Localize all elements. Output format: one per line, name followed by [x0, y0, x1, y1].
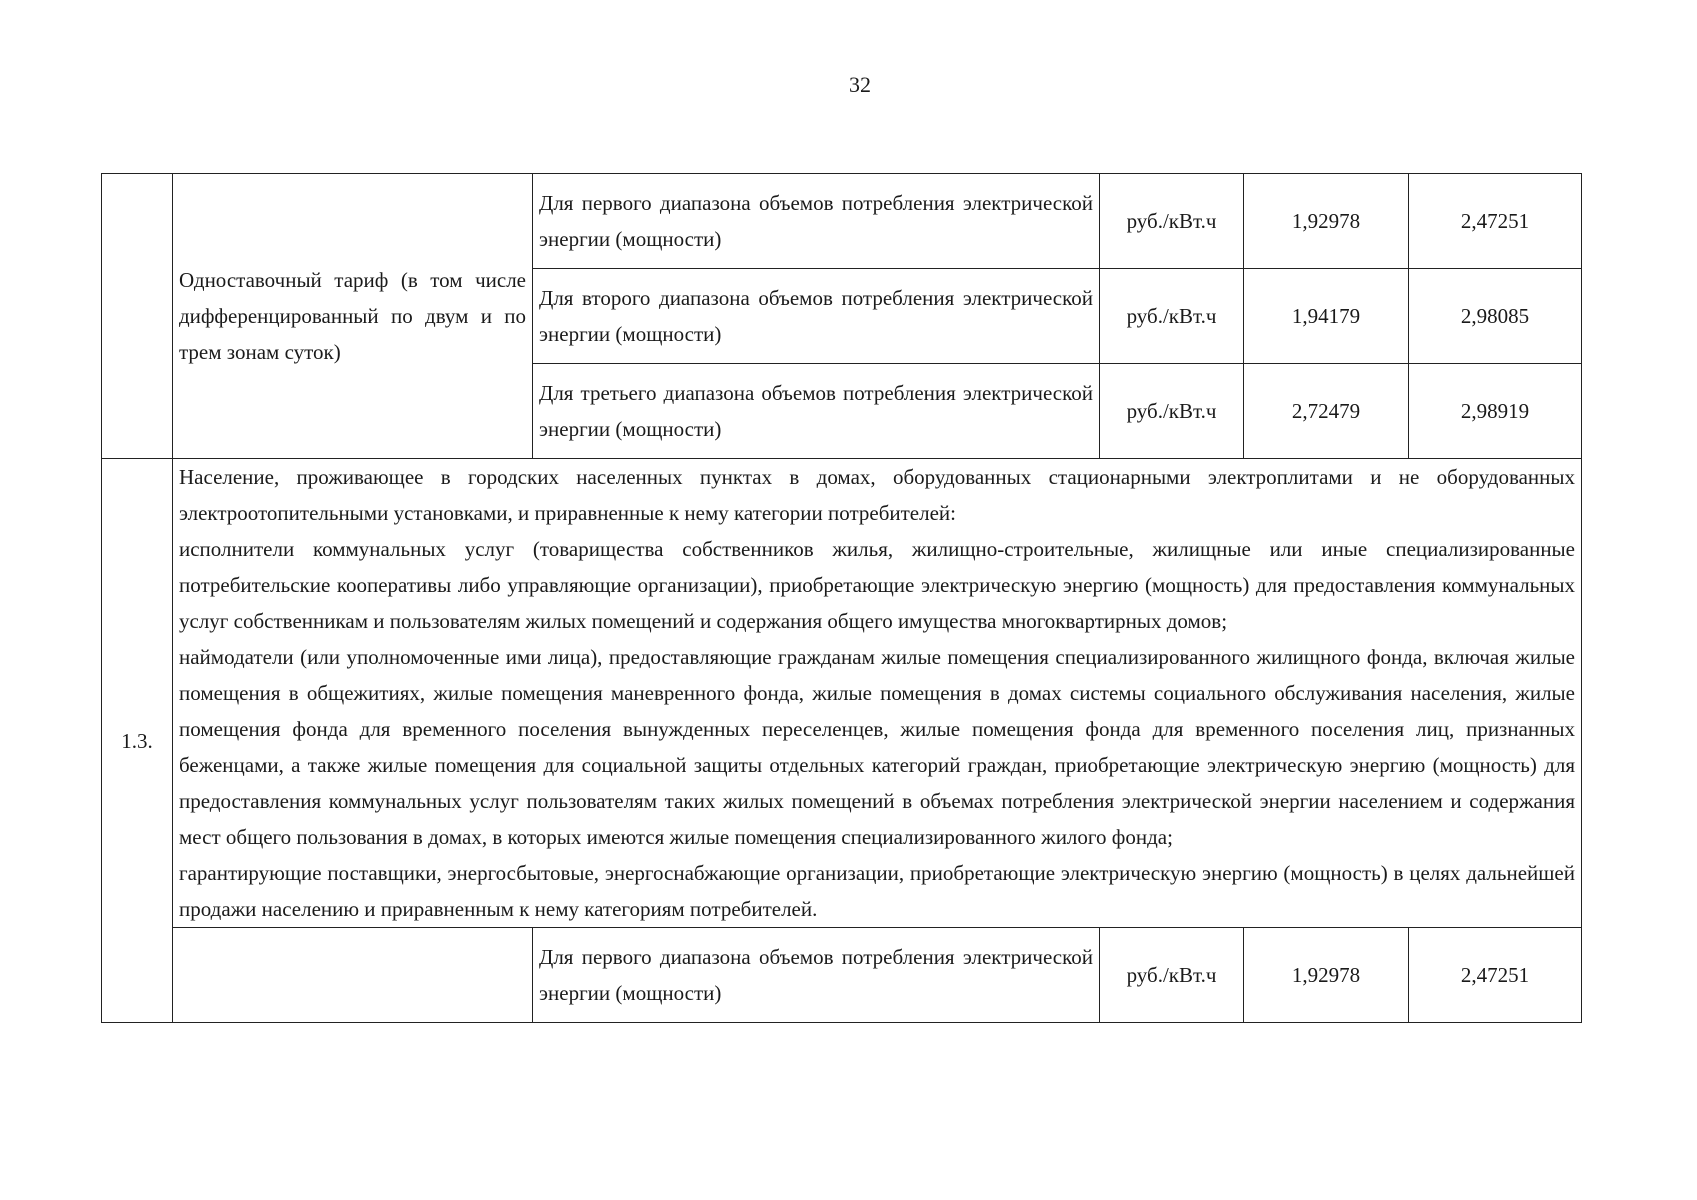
group-number-cell: 1.3.	[102, 459, 173, 1023]
range-description-cell: Для первого диапазона объемов потребления электрической энергии (мощности)	[533, 928, 1100, 1023]
page-number: 32	[849, 72, 871, 97]
category-paragraph: гарантирующие поставщики, энергосбытовые, энергоснабжающие организации, приобретающие электрическую энергию (мощность) в целях дальнейшей продажи населению и приравненным к нему категориям потребителей.	[179, 861, 1575, 921]
range-description-cell: Для второго диапазона объемов потребления электрической энергии (мощности)	[533, 269, 1100, 364]
tariff-table	[101, 173, 1582, 1023]
value-1-cell: 1,92978	[1244, 928, 1409, 1023]
tariff-name-cell: Одноставочный тариф (в том числе дифференцированный по двум и по трем зонам суток)	[173, 174, 533, 459]
category-paragraph: Население, проживающее в городских населенных пунктах в домах, оборудованных стационарными электроплитами и не оборудованных электроотопительными установками, и приравненные к нему категории потребителей:	[179, 465, 1575, 525]
value-1-cell: 2,72479	[1244, 364, 1409, 459]
category-paragraph: исполнители коммунальных услуг (товарищества собственников жилья, жилищно-строительные, жилищные или иные специализированные потребительские кооперативы либо управляющие организации), приобретающие электрическую энергию (мощность) для предоставления коммунальных услуг собственникам и пользователям жилых помещений и содержания общего имущества многоквартирных домов;	[179, 537, 1575, 633]
unit-cell: руб./кВт.ч	[1100, 174, 1244, 269]
value-1-cell: 1,92978	[1244, 174, 1409, 269]
unit-cell: руб./кВт.ч	[1100, 928, 1244, 1023]
value-2-cell: 2,47251	[1409, 928, 1582, 1023]
category-paragraph: наймодатели (или уполномоченные ими лица), предоставляющие гражданам жилые помещения специализированного жилищного фонда, включая жилые помещения в общежитиях, жилые помещения маневренного фонда, жилые помещения в домах системы социального обслуживания населения, жилые помещения фонда для временного поселения вынужденных переселенцев, жилые помещения фонда для временного поселения лиц, признанных беженцами, а также жилые помещения для социальной защиты отдельных категорий граждан, приобретающие электрическую энергию (мощность) для предоставления коммунальных услуг пользователям таких жилых помещений в объемах потребления электрической энергии населением и содержания мест общего пользования в домах, в которых имеются жилые помещения специализированного жилого фонда;	[179, 645, 1575, 849]
unit-cell: руб./кВт.ч	[1100, 269, 1244, 364]
tariff-name-cell	[173, 928, 533, 1023]
range-description-cell: Для третьего диапазона объемов потребления электрической энергии (мощности)	[533, 364, 1100, 459]
consumer-category-description	[173, 459, 1582, 928]
value-2-cell: 2,47251	[1409, 174, 1582, 269]
table-row	[102, 928, 1582, 1023]
table-row	[102, 174, 1582, 269]
row-number-cell	[102, 174, 173, 459]
range-description-cell: Для первого диапазона объемов потребления электрической энергии (мощности)	[533, 174, 1100, 269]
value-1-cell: 1,94179	[1244, 269, 1409, 364]
value-2-cell: 2,98919	[1409, 364, 1582, 459]
group-heading-row	[102, 459, 1582, 928]
unit-cell: руб./кВт.ч	[1100, 364, 1244, 459]
value-2-cell: 2,98085	[1409, 269, 1582, 364]
